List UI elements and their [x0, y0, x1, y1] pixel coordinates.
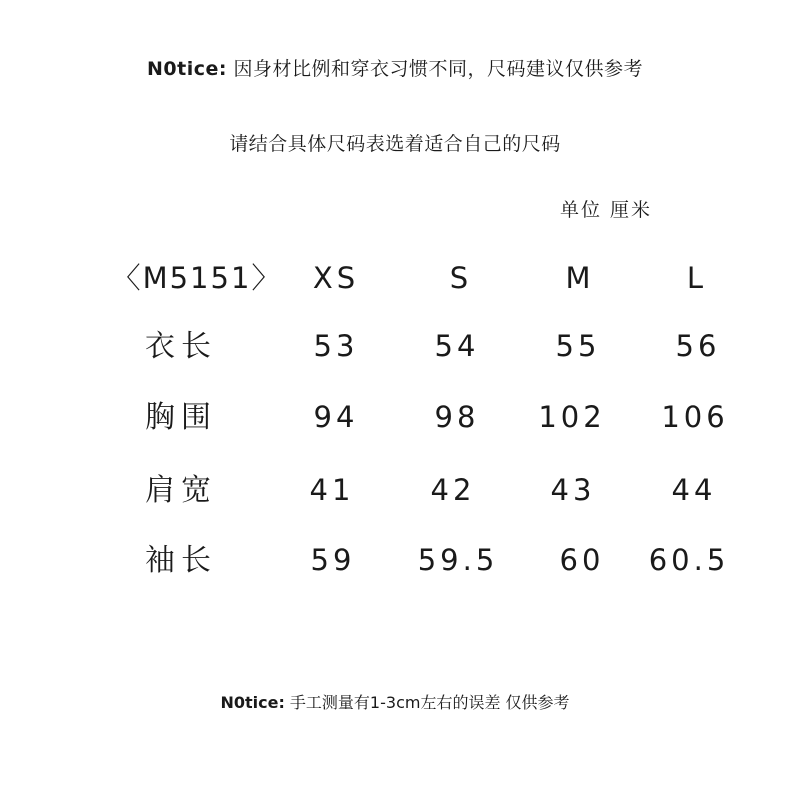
size-header-s: S — [449, 261, 473, 295]
bottom-notice-lead: N0tice: — [220, 693, 285, 712]
table-cell: 60 — [559, 543, 605, 577]
bottom-notice — [0, 690, 790, 713]
top-notice-text: 因身材比例和穿衣习惯不同，尺码建议仅供参考 — [226, 58, 643, 80]
model-number: 〈M5151〉 — [111, 261, 283, 295]
table-cell: 43 — [550, 473, 596, 507]
size-header-m: M — [565, 261, 595, 295]
table-cell: 55 — [555, 329, 601, 363]
table-cell: 44 — [671, 473, 717, 507]
table-cell: 56 — [675, 329, 721, 363]
table-cell: 102 — [538, 400, 606, 434]
table-cell: 60.5 — [648, 543, 730, 577]
row-label-chest: 胸围 — [145, 400, 217, 435]
table-cell: 59 — [310, 543, 356, 577]
top-notice-lead: N0tice: — [146, 58, 227, 80]
table-cell: 106 — [661, 400, 729, 434]
table-cell: 98 — [434, 400, 480, 434]
table-cell: 42 — [430, 473, 476, 507]
table-cell: 94 — [313, 400, 359, 434]
size-advice-line: 请结合具体尺码表选着适合自己的尺码 — [229, 133, 561, 155]
table-cell: 54 — [434, 329, 480, 363]
row-label-sleeve: 袖长 — [145, 543, 217, 578]
table-cell: 53 — [313, 329, 359, 363]
unit-label: 单位 厘米 — [560, 199, 653, 221]
table-cell: 59.5 — [417, 543, 499, 577]
top-notice — [0, 54, 790, 81]
row-label-shoulder: 肩宽 — [145, 473, 217, 508]
bottom-notice-text: 手工测量有1-3cm左右的误差 仅供参考 — [284, 693, 570, 712]
row-label-length: 衣长 — [145, 329, 217, 364]
size-header-xs: XS — [312, 261, 360, 295]
table-cell: 41 — [309, 473, 355, 507]
size-header-l: L — [686, 261, 708, 295]
